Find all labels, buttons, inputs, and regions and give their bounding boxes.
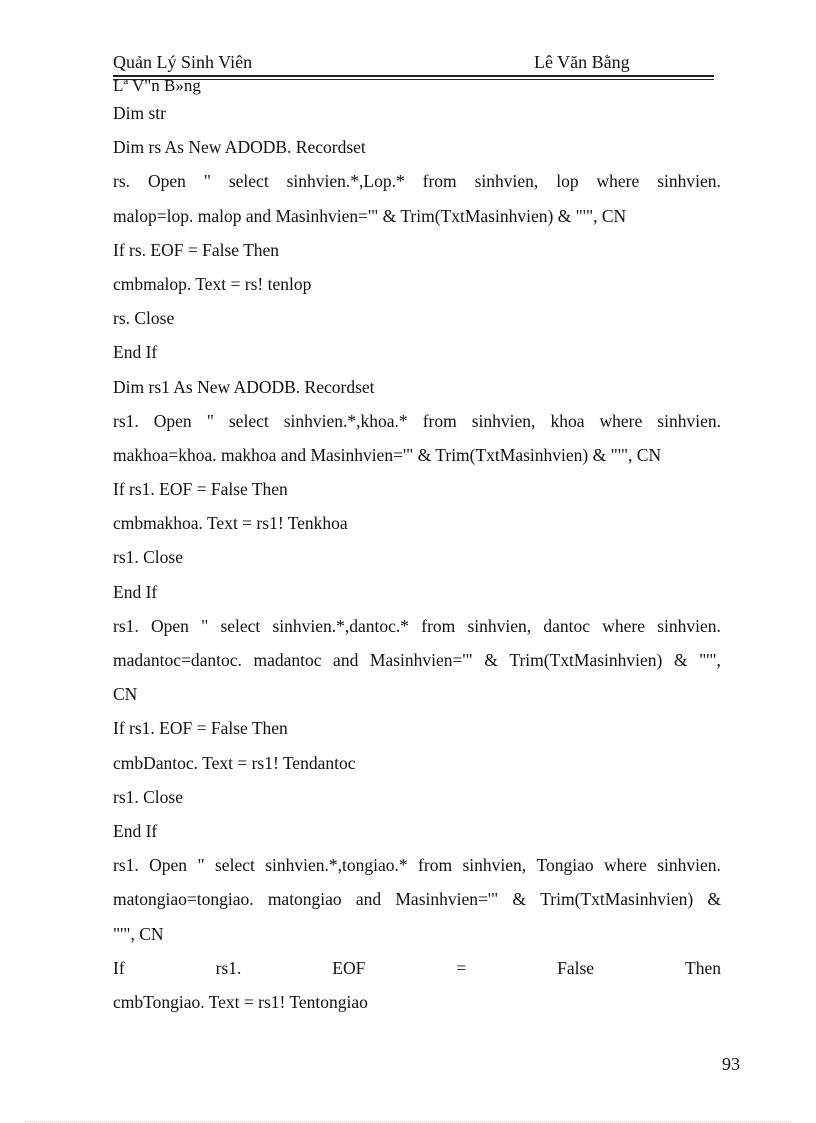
code-word: and	[355, 889, 382, 910]
code-word: khoa	[550, 410, 585, 431]
code-line	[113, 613, 721, 647]
code-word: Open	[150, 615, 189, 636]
code-word: select	[220, 615, 261, 636]
header-rule-thick	[113, 75, 714, 77]
code-word: rs1.	[113, 615, 139, 636]
code-word: select	[228, 410, 269, 431]
code-word: Masinhvien='"	[369, 650, 473, 670]
code-word: Open	[153, 410, 192, 431]
code-line: "'", CN	[113, 923, 164, 944]
page-number: 93	[722, 1054, 740, 1074]
code-word: rs1.	[215, 957, 242, 978]
code-word: sinhvien.	[657, 855, 721, 876]
code-word: dantoc	[543, 615, 591, 636]
code-line: End If	[113, 581, 158, 602]
code-line: Dim str	[113, 103, 166, 123]
code-line: rs1. Close	[113, 547, 183, 568]
code-word: sinhvien.	[657, 171, 721, 192]
code-word: Trim(TxtMasinhvien)	[540, 889, 694, 910]
code-line: malop=lop. malop and Masinhvien='" & Trim(TxtMasinhvien) & "'", CN	[113, 205, 627, 226]
code-word: sinhvien.	[657, 615, 721, 636]
code-line	[113, 168, 721, 202]
code-word: madantoc=dantoc.	[113, 650, 242, 670]
code-word: madantoc	[253, 650, 322, 670]
code-word: lop	[556, 171, 579, 192]
code-line: End If	[113, 342, 158, 363]
code-word: "	[197, 855, 205, 876]
code-word: sinhvien.*,dantoc.*	[272, 615, 410, 636]
code-word: "	[201, 615, 209, 636]
code-word: from	[421, 615, 456, 636]
code-word: &	[484, 650, 498, 670]
code-word: sinhvien,	[471, 410, 536, 431]
code-line	[113, 408, 721, 442]
code-word: from	[418, 855, 453, 876]
code-word: &	[707, 889, 721, 910]
code-word: EOF	[332, 957, 366, 978]
code-line: cmbmalop. Text = rs! tenlop	[113, 273, 312, 294]
code-word: where	[604, 855, 647, 876]
code-line	[113, 955, 721, 989]
code-word: Open	[147, 171, 186, 192]
code-word: select	[228, 171, 269, 192]
code-line: cmbmakhoa. Text = rs1! Tenkhoa	[113, 513, 348, 534]
code-word: where	[599, 410, 643, 431]
code-word: matongiao	[267, 889, 342, 910]
code-line: cmbTongiao. Text = rs1! Tentongiao	[113, 991, 368, 1012]
code-word: sinhvien.	[657, 410, 721, 431]
code-line: CN	[113, 684, 138, 705]
code-word: and	[333, 650, 359, 670]
code-word: Tongiao	[536, 855, 594, 876]
code-line: rs. Close	[113, 308, 175, 329]
code-listing	[113, 100, 721, 1023]
code-word: from	[422, 410, 457, 431]
header-rule-thin	[113, 79, 714, 80]
code-word: sinhvien.*,khoa.*	[283, 410, 408, 431]
code-line: Dim rs1 As New ADODB. Recordset	[113, 376, 375, 397]
code-word: sinhvien.*,tongiao.*	[265, 855, 408, 876]
code-line	[113, 886, 721, 920]
page-header	[113, 52, 713, 76]
code-word: &	[512, 889, 526, 910]
code-line: If rs1. EOF = False Then	[113, 718, 288, 739]
code-line: End If	[113, 820, 158, 841]
code-word: rs1.	[113, 855, 139, 876]
code-word: False	[557, 957, 595, 978]
code-word: Then	[685, 957, 721, 978]
header-title: Quản Lý Sinh Viên	[113, 52, 253, 72]
code-word: sinhvien,	[467, 615, 532, 636]
footer-divider	[25, 1121, 791, 1122]
code-word: &	[673, 650, 688, 670]
code-word: from	[422, 171, 457, 192]
code-line: Dim rs As New ADODB. Recordset	[113, 137, 366, 158]
header-author: Lê Văn Bằng	[534, 52, 630, 72]
code-line	[113, 852, 721, 886]
code-line: rs1. Close	[113, 786, 183, 807]
code-word: sinhvien,	[462, 855, 527, 876]
code-line: makhoa=khoa. makhoa and Masinhvien='" & Trim(TxtMasinhvien) & "'", CN	[113, 444, 662, 465]
code-word: If	[113, 957, 125, 978]
code-word: rs1.	[113, 410, 139, 431]
code-word: select	[215, 855, 255, 876]
code-word: =	[456, 957, 467, 978]
code-word: where	[596, 171, 640, 192]
code-line: If rs1. EOF = False Then	[113, 479, 288, 500]
code-word: Masinhvien='"	[395, 889, 499, 910]
code-line: If rs. EOF = False Then	[113, 239, 280, 260]
code-word: rs.	[113, 171, 131, 192]
code-line: cmbDantoc. Text = rs1! Tendantoc	[113, 752, 356, 773]
code-word: Trim(TxtMasinhvien)	[509, 650, 663, 670]
code-line	[113, 647, 721, 681]
code-word: sinhvien,	[474, 171, 539, 192]
code-word: matongiao=tongiao.	[113, 889, 254, 910]
code-word: "	[203, 171, 211, 192]
code-word: "'",	[699, 650, 721, 670]
garbled-author-line: Lª V"n B»ng	[113, 76, 201, 95]
code-word: "	[206, 410, 214, 431]
code-word: where	[602, 615, 646, 636]
code-word: sinhvien.*,Lop.*	[286, 171, 405, 192]
code-word: Open	[149, 855, 188, 876]
